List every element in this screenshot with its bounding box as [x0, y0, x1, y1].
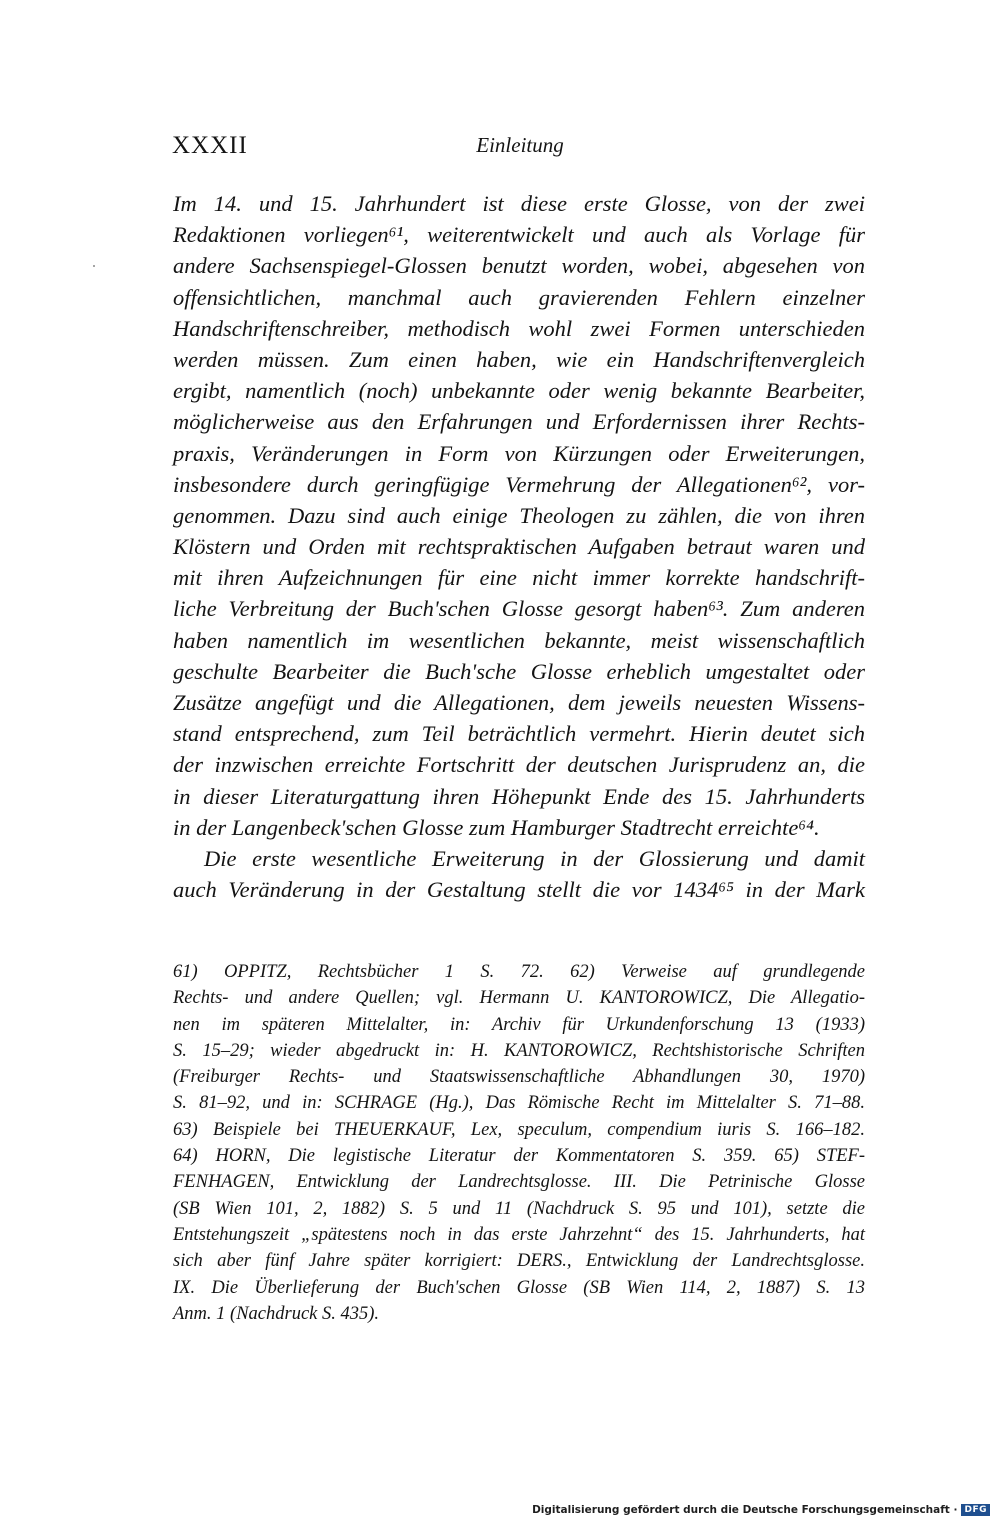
footnote-line: 63) Beispiele bei THEUERKAUF, Lex, speculum, compendium iuris S. 166–182.	[173, 1119, 865, 1140]
body-line: mit ihren Aufzeichnungen für eine nicht immer korrekte handschrift-	[173, 565, 865, 591]
footnote-line: Anm. 1 (Nachdruck S. 435).	[173, 1303, 380, 1324]
body-line: stand entsprechend, zum Teil beträchtlich vermehrt. Hierin deutet sich	[173, 721, 865, 747]
page-number: XXXII	[172, 132, 248, 159]
footnote-line: Entstehungszeit „spätestens noch in das erste Jahrzehnt“ des 15. Jahrhunderts, hat	[173, 1224, 865, 1245]
body-line: geschulte Bearbeiter die Buch'sche Glosse erheblich umgestaltet oder	[173, 658, 865, 684]
body-line: genommen. Dazu sind auch einige Theologen zu zählen, die von ihren	[173, 502, 865, 528]
footnote-line: FENHAGEN, Entwicklung der Landrechtsglosse. III. Die Petrinische Glosse	[173, 1172, 865, 1193]
body-line: Redaktionen vorliegen⁶¹, weiterentwickelt und auch als Vorlage für	[173, 222, 865, 248]
body-line: möglicherweise aus den Erfahrungen und Erfordernissen ihrer Rechts-	[173, 409, 865, 435]
body-line: in dieser Literaturgattung ihren Höhepunkt Ende des 15. Jahrhunderts	[173, 783, 865, 809]
body-text	[173, 188, 865, 905]
dfg-footer	[532, 1504, 990, 1516]
footnote-line: nen im späteren Mittelalter, in: Archiv für Urkundenforschung 13 (1933)	[173, 1014, 865, 1035]
footnote-line: 61) OPPITZ, Rechtsbücher 1 S. 72. 62) Verweise auf grundlegende	[173, 962, 865, 982]
body-line: insbesondere durch geringfügige Vermehrung der Allegationen⁶², vor-	[173, 471, 865, 497]
body-line: offensichtlichen, manchmal auch gravierenden Fehlern einzelner	[173, 284, 865, 310]
body-line: praxis, Veränderungen in Form von Kürzungen oder Erweiterungen,	[173, 440, 865, 466]
footnote-line: (SB Wien 101, 2, 1882) S. 5 und 11 (Nachdruck S. 95 und 101), setzte die	[173, 1198, 865, 1219]
body-line: liche Verbreitung der Buch'schen Glosse gesorgt haben⁶³. Zum anderen	[173, 596, 865, 622]
footnote-line: 64) HORN, Die legistische Literatur der Kommentatoren S. 359. 65) STEF-	[173, 1146, 865, 1167]
body-line: werden müssen. Zum einen haben, wie ein Handschriftenvergleich	[173, 346, 865, 372]
dfg-logo: DFG	[961, 1504, 990, 1516]
body-line: ergibt, namentlich (noch) unbekannte oder wenig bekannte Bearbeiter,	[173, 378, 865, 404]
body-line: Im 14. und 15. Jahrhundert ist diese erste Glosse, von der zwei	[173, 191, 865, 216]
scan-speck	[93, 265, 95, 267]
body-line: in der Langenbeck'schen Glosse zum Hamburger Stadtrecht erreichte⁶⁴.	[173, 814, 820, 840]
footnote-line: sich aber fünf Jahre später korrigiert: DERS., Entwicklung der Landrechtsglosse.	[173, 1251, 865, 1272]
body-line: Klöstern und Orden mit rechtspraktischen Aufgaben betraut waren und	[173, 534, 865, 560]
footnote-line: S. 15–29; wieder abgedruckt in: H. KANTOROWICZ, Rechtshistorische Schriften	[173, 1040, 865, 1061]
footnote-line: S. 81–92, und in: SCHRAGE (Hg.), Das Römische Recht im Mittelalter S. 71–88.	[173, 1093, 865, 1114]
body-line: der inzwischen erreichte Fortschritt der deutschen Jurisprudenz an, die	[173, 752, 865, 778]
body-line: andere Sachsenspiegel-Glossen benutzt worden, wobei, abgesehen von	[173, 253, 865, 279]
body-line: haben namentlich im wesentlichen bekannte, meist wissenschaftlich	[173, 627, 865, 653]
footnote-line: Rechts- und andere Quellen; vgl. Hermann U. KANTOROWICZ, Die Allegatio-	[173, 988, 865, 1009]
body-line: Zusätze angefügt und die Allegationen, dem jeweils neuesten Wissens-	[173, 690, 865, 715]
footnote-line: (Freiburger Rechts- und Staatswissenschaftliche Abhandlungen 30, 1970)	[173, 1067, 865, 1088]
footnote-line: IX. Die Überlieferung der Buch'schen Glosse (SB Wien 114, 2, 1887) S. 13	[173, 1277, 865, 1298]
body-line: Handschriftenschreiber, methodisch wohl zwei Formen unterschieden	[173, 315, 865, 341]
footnotes	[173, 959, 865, 1327]
body-line: Die erste wesentliche Erweiterung in der Glossierung und damit	[204, 845, 865, 871]
dfg-credit-text: Digitalisierung gefördert durch die Deutsche Forschungsgemeinschaft ·	[532, 1504, 958, 1516]
running-head: Einleitung	[476, 133, 564, 157]
body-line: auch Veränderung in der Gestaltung stellt die vor 1434⁶⁵ in der Mark	[173, 877, 865, 903]
